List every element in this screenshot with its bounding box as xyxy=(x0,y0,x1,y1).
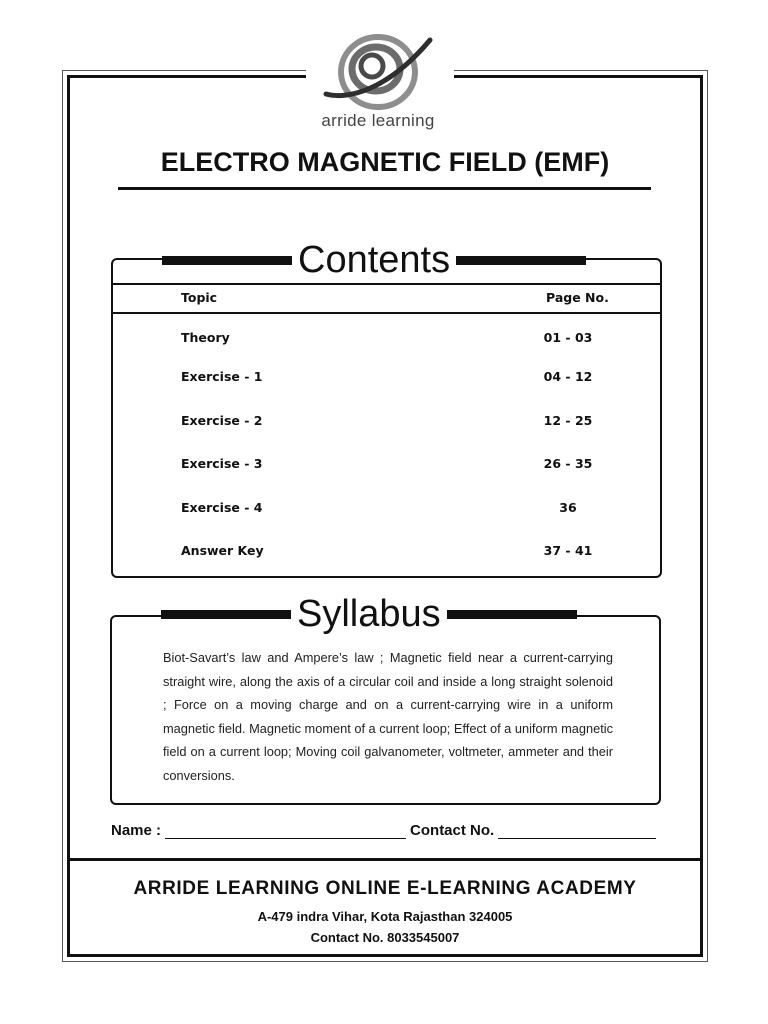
heading-bar-left xyxy=(162,256,292,265)
contact-fill-line[interactable] xyxy=(498,822,656,839)
syllabus-heading-text: Syllabus xyxy=(297,593,441,635)
table-header-top-rule xyxy=(113,283,660,285)
contact-label: Contact No. xyxy=(410,822,495,839)
arride-logo-icon xyxy=(318,30,438,112)
footer-divider xyxy=(67,858,703,861)
title-underline xyxy=(118,187,651,190)
syllabus-text: Biot-Savart’s law and Ampere’s law ; Magnetic field near a current-carrying straight wire, along the axis of a circular coil and inside a long straight solenoid ; Force on a moving charge and on a current-carrying wire in a uniform magnetic field. Magnetic moment of a current loop; Effect of a uniform magnetic field on a current loop; Moving coil galvanometer, voltmeter, ammeter and their conversions. xyxy=(163,650,614,783)
table-row-pages: 37 - 41 xyxy=(543,543,593,558)
logo-text: arride learning xyxy=(321,111,435,130)
document-title: ELECTRO MAGNETIC FIELD (EMF) xyxy=(160,147,610,177)
table-row-topic: Exercise - 2 xyxy=(181,413,263,428)
table-row-pages: 36 xyxy=(559,500,577,515)
table-row-pages: 01 - 03 xyxy=(543,330,593,345)
syllabus-heading xyxy=(161,592,577,636)
column-header-page: Page No. xyxy=(546,290,609,305)
contents-heading-text: Contents xyxy=(298,239,451,281)
table-row-topic: Exercise - 4 xyxy=(181,500,263,515)
table-row-pages: 12 - 25 xyxy=(543,413,593,428)
academy-name: ARRIDE LEARNING ONLINE E-LEARNING ACADEMY xyxy=(133,878,637,899)
heading-bar-right xyxy=(447,610,577,619)
contents-heading xyxy=(162,238,586,282)
table-row-topic: Theory xyxy=(181,330,230,345)
heading-bar-right xyxy=(456,256,586,265)
table-row-topic: Exercise - 1 xyxy=(181,369,263,384)
name-fill-line[interactable] xyxy=(165,822,406,839)
name-label: Name : xyxy=(111,822,162,839)
academy-contact: Contact No. 8033545007 xyxy=(310,930,460,945)
academy-address: A-479 indra Vihar, Kota Rajasthan 324005 xyxy=(257,909,513,924)
table-row-pages: 26 - 35 xyxy=(543,456,593,471)
name-contact-row xyxy=(111,822,659,839)
heading-bar-left xyxy=(161,610,291,619)
column-header-topic: Topic xyxy=(181,290,218,305)
table-row-topic: Answer Key xyxy=(181,543,264,558)
table-row-pages: 04 - 12 xyxy=(543,369,593,384)
table-header-bottom-rule xyxy=(113,312,660,314)
table-row-topic: Exercise - 3 xyxy=(181,456,263,471)
